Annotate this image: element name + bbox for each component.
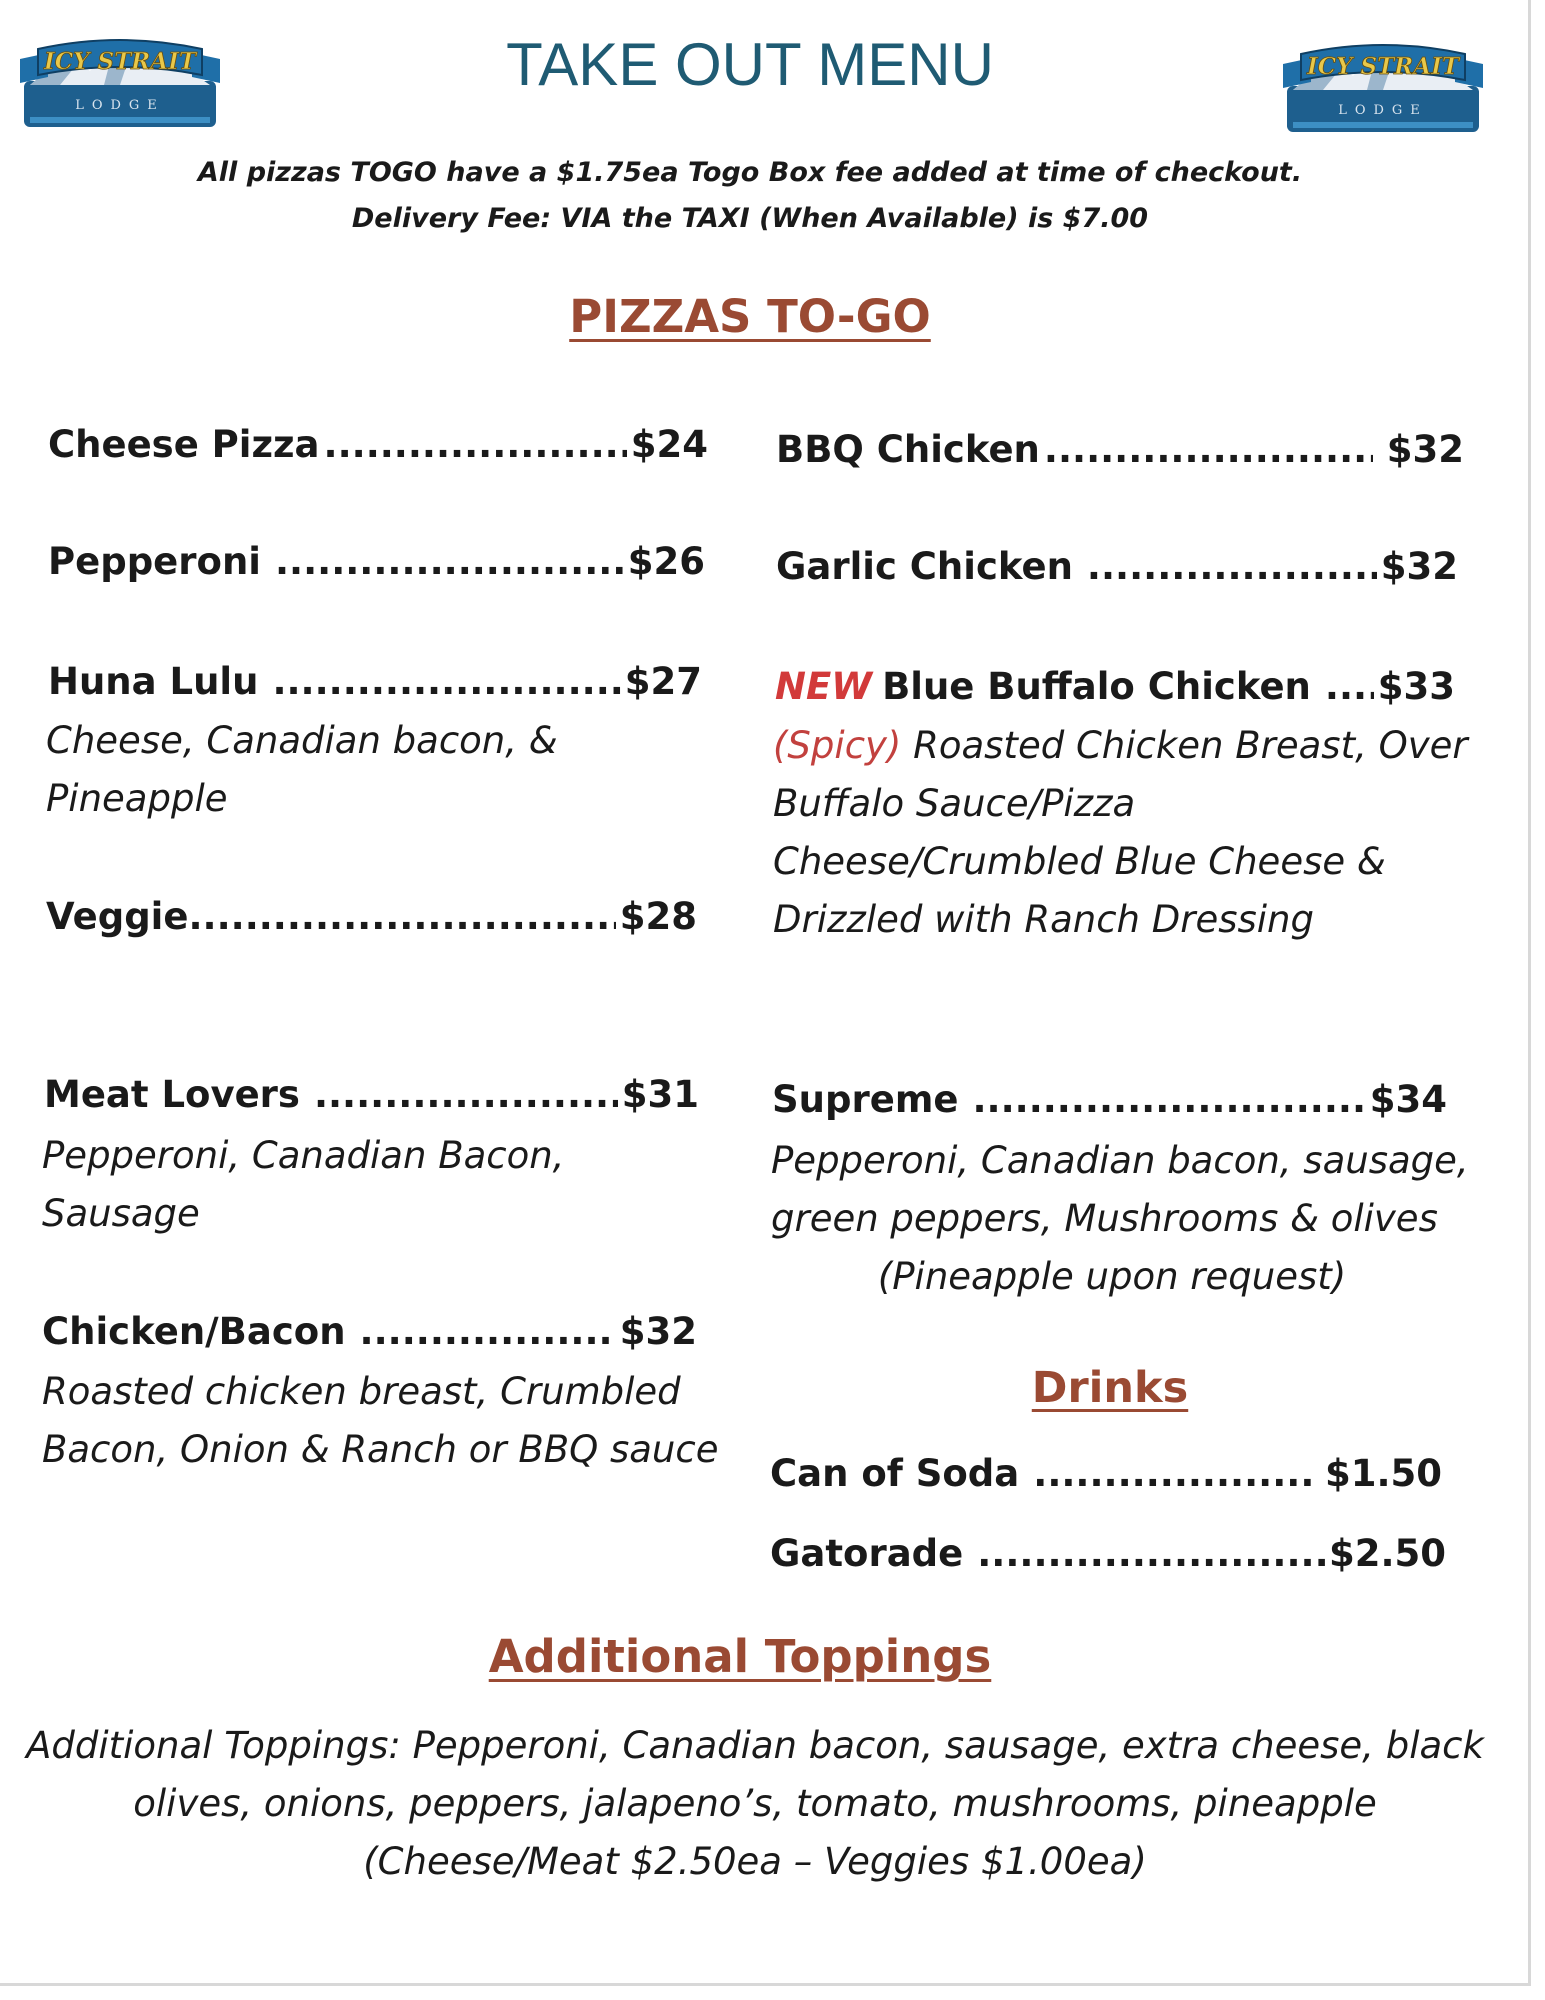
leader-dots	[972, 1078, 1365, 1121]
item-price: $1.50	[1324, 1452, 1442, 1495]
logo-subtext-left: LODGE	[75, 98, 165, 113]
item-name: Can of Soda	[770, 1452, 1020, 1495]
item-price: $32	[1386, 428, 1464, 471]
desc-line: green peppers, Mushrooms & olives	[771, 1197, 1438, 1240]
logo-subtext-right: LODGE	[1338, 103, 1428, 118]
item-price: $33	[1377, 665, 1455, 708]
desc-line: Roasted chicken breast, Crumbled	[42, 1370, 681, 1413]
desc-line: Sausage	[42, 1192, 200, 1235]
item-name: BBQ Chicken	[776, 428, 1040, 471]
new-badge: NEW	[775, 665, 873, 708]
menu-item-can-of-soda	[770, 1452, 1442, 1495]
leader-dots	[1087, 545, 1377, 588]
leader-dots	[977, 1532, 1325, 1575]
item-name: Blue Buffalo Chicken	[882, 665, 1311, 708]
item-name: Meat Lovers	[44, 1073, 300, 1116]
item-name: Cheese Pizza	[48, 423, 320, 466]
leader-dots	[275, 540, 624, 583]
item-price: $24	[630, 423, 708, 466]
item-name: Garlic Chicken	[776, 545, 1073, 588]
meat-lovers-description	[42, 1127, 564, 1243]
icy-strait-logo-left	[20, 25, 220, 135]
desc-line: Cheese, Canadian bacon, &	[46, 719, 558, 762]
item-price: $31	[621, 1073, 699, 1116]
menu-item-garlic-chicken	[776, 545, 1458, 588]
icy-strait-logo-right	[1283, 30, 1483, 140]
leader-dots	[188, 895, 615, 938]
menu-item-chicken-bacon	[42, 1310, 697, 1353]
desc-line: Pepperoni, Canadian bacon, sausage,	[771, 1139, 1469, 1182]
item-name: Chicken/Bacon	[42, 1310, 346, 1353]
menu-item-blue-buffalo-chicken	[775, 665, 1455, 708]
menu-item-cheese-pizza	[48, 423, 708, 466]
menu-item-supreme	[772, 1078, 1447, 1121]
desc-line: Pineapple	[46, 777, 228, 820]
page-title: TAKE OUT MENU	[506, 31, 994, 98]
pizzas-heading: PIZZAS TO-GO	[569, 290, 931, 343]
item-name: Supreme	[772, 1078, 959, 1121]
item-price: $2.50	[1328, 1532, 1446, 1575]
item-name: Veggie	[46, 895, 189, 938]
togo-fee-notice: All pizzas TOGO have a $1.75ea Togo Box fee added at time of checkout.	[197, 157, 1303, 188]
delivery-fee-notice: Delivery Fee: VIA the TAXI (When Available) is $7.00	[351, 203, 1149, 234]
leader-dots	[360, 1310, 616, 1353]
item-name: Huna Lulu	[48, 660, 259, 703]
menu-item-huna-lulu	[48, 660, 702, 703]
toppings-heading: Additional Toppings	[488, 1630, 992, 1683]
page-edge-right	[1528, 0, 1531, 1985]
toppings-description	[10, 1717, 1500, 1891]
item-name: Pepperoni	[48, 540, 261, 583]
desc-line: Buffalo Sauce/Pizza	[773, 782, 1136, 825]
leader-dots	[314, 1073, 618, 1116]
leader-dots	[1325, 665, 1374, 708]
menu-item-meat-lovers	[44, 1073, 699, 1116]
leader-dots	[1033, 1452, 1311, 1495]
item-price: $27	[624, 660, 702, 703]
desc-line	[773, 717, 1468, 775]
leader-dots	[1044, 428, 1373, 471]
item-price: $34	[1369, 1078, 1447, 1121]
desc-line: (Cheese/Meat $2.50ea – Veggies $1.00ea)	[363, 1840, 1147, 1883]
item-price: $32	[1380, 545, 1458, 588]
leader-dots	[272, 660, 620, 703]
desc-line: Pepperoni, Canadian Bacon,	[42, 1134, 565, 1177]
desc-line: Bacon, Onion & Ranch or BBQ sauce	[42, 1428, 719, 1471]
desc-line: Drizzled with Ranch Dressing	[773, 898, 1314, 941]
item-price: $32	[619, 1310, 697, 1353]
desc-line: Cheese/Crumbled Blue Cheese &	[773, 840, 1386, 883]
menu-item-veggie	[46, 895, 697, 938]
item-price: $28	[619, 895, 697, 938]
menu-item-bbq-chicken	[776, 428, 1464, 471]
spicy-badge: (Spicy)	[773, 724, 902, 767]
supreme-description	[771, 1132, 1469, 1248]
desc-text: Roasted Chicken Breast, Over	[913, 724, 1468, 767]
item-name: Gatorade	[770, 1532, 964, 1575]
drinks-heading: Drinks	[1031, 1363, 1189, 1413]
desc-line: Additional Toppings: Pepperoni, Canadian bacon, sausage, extra cheese, black	[26, 1724, 1484, 1767]
logo-text-left: ICY STRAIT	[43, 48, 197, 75]
menu-item-pepperoni	[48, 540, 705, 583]
page-edge-bottom	[0, 1983, 1531, 1986]
item-price: $26	[627, 540, 705, 583]
menu-item-gatorade	[770, 1532, 1446, 1575]
supreme-note	[772, 1248, 1452, 1306]
desc-line: (Pineapple upon request)	[877, 1255, 1347, 1298]
huna-lulu-description	[46, 712, 558, 828]
blue-buffalo-description	[773, 717, 1468, 949]
chicken-bacon-description	[42, 1363, 718, 1479]
desc-line: olives, onions, peppers, jalapeno’s, tomato, mushrooms, pineapple	[133, 1782, 1377, 1825]
leader-dots	[324, 423, 627, 466]
logo-text-right: ICY STRAIT	[1306, 53, 1460, 80]
